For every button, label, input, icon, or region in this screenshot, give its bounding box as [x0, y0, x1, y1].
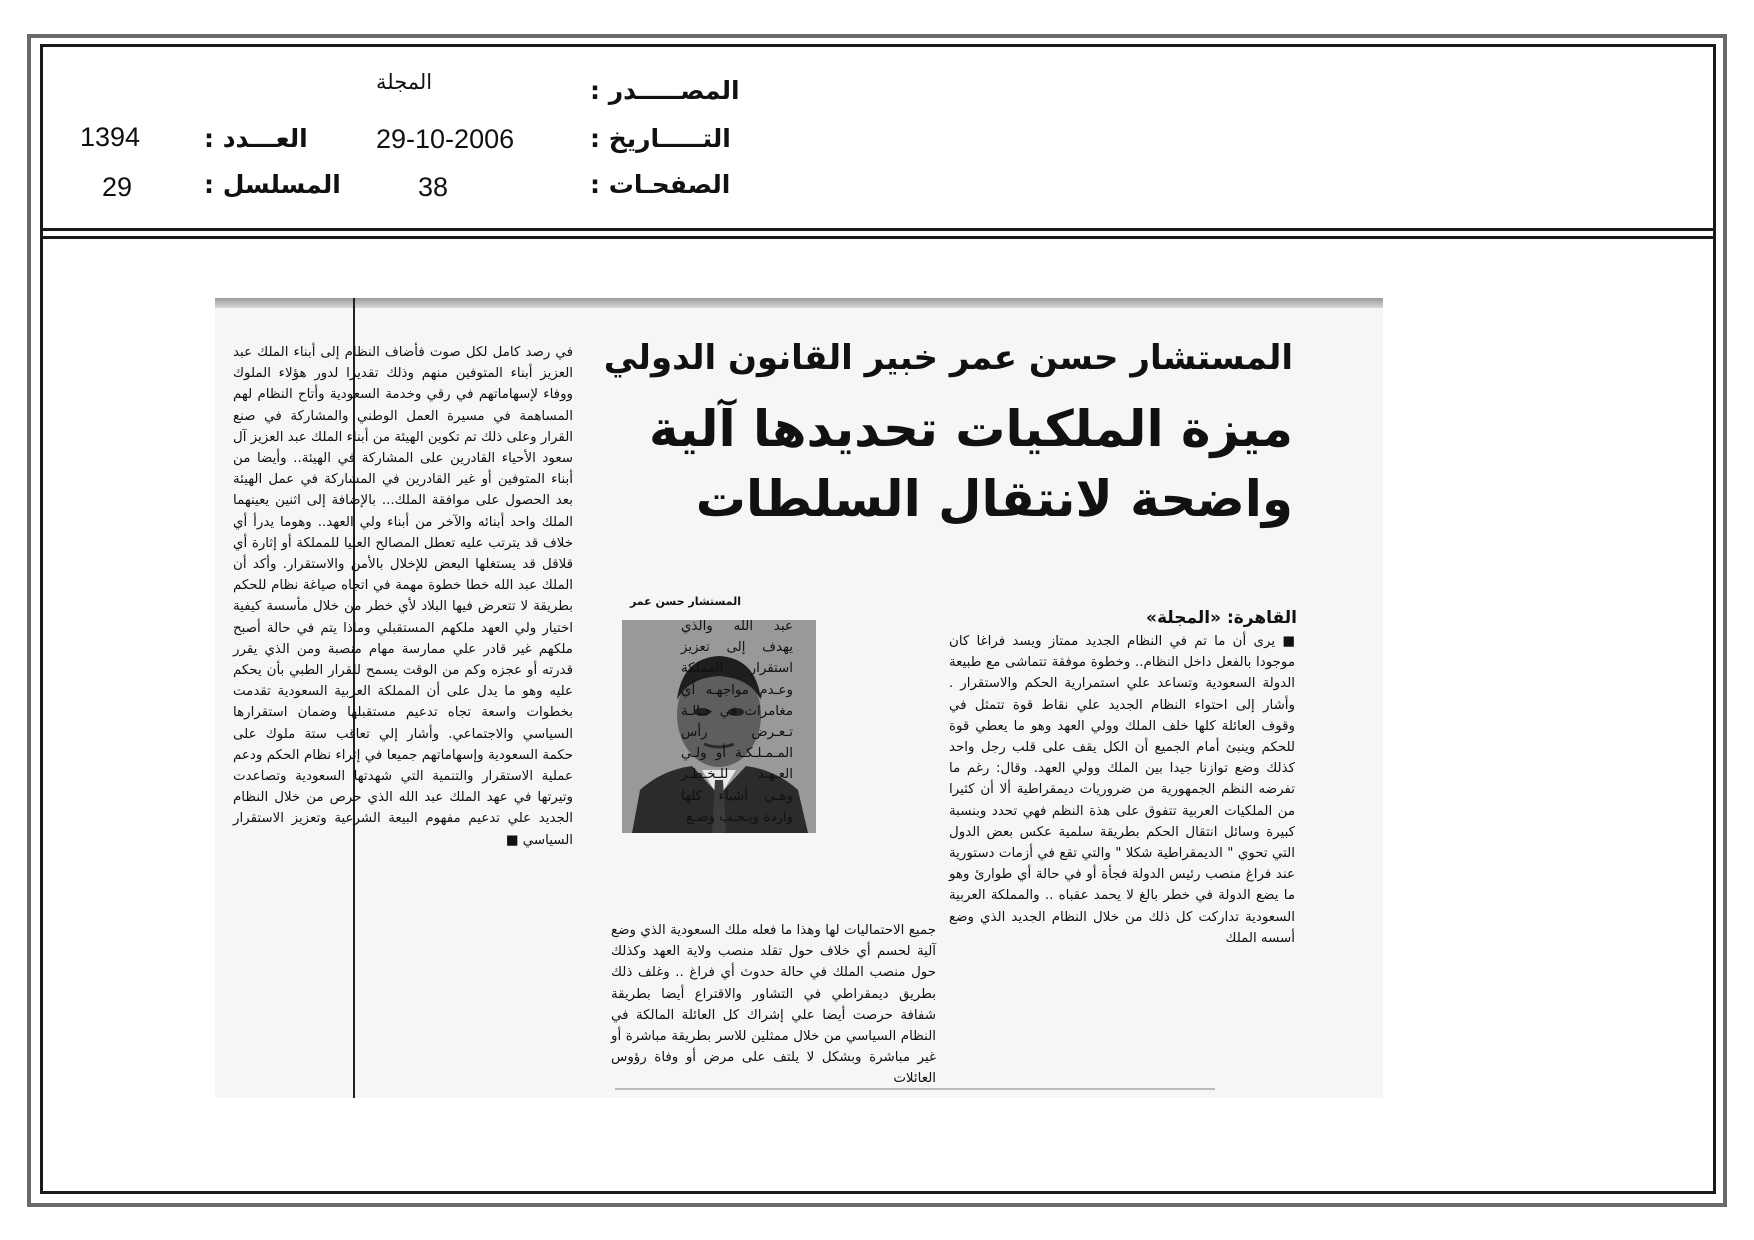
serial-value: 29 — [102, 172, 133, 202]
headline-line-3: واضحة لانتقال السلطات — [695, 470, 1293, 528]
issue-value: 1394 — [80, 122, 141, 152]
photo-caption: المستشار حسن عمر — [629, 595, 741, 608]
header-separator-double — [40, 236, 1716, 239]
newspaper-clipping — [215, 298, 1383, 1098]
source-label: المصـــــدر : — [590, 76, 740, 105]
issue-label: العـــدد : — [204, 124, 308, 153]
headline-line-2: ميزة الملكيات تحديدها آلية — [649, 400, 1293, 458]
bottom-rule — [615, 1088, 1215, 1090]
article-column-narrow: عبد الله والذي يهدف إلى تعزيز استقرار المملكة وعـدم مواجهـه أي مغامرات في حـالـة تـعـرض رأس المـمـلـكـة أو ولـي العـهـد للـخـطـر وهـي أشياء كلها واردة ويـجـب وضـع — [681, 619, 793, 825]
clipping-top-bar — [215, 298, 1383, 308]
serial-label: المسلسل : — [204, 170, 341, 199]
pages-label: الصفحـات : — [590, 170, 731, 199]
pages-value: 38 — [418, 172, 449, 202]
source-value: المجلة — [376, 70, 433, 94]
date-value: 29-10-2006 — [376, 124, 515, 154]
date-label: التـــــاريخ : — [590, 124, 731, 153]
article-column-right: ■ يرى أن ما تم في النظام الجديد ممتاز ويسد فراغا كان موجودا بالفعل داخل النظام.. وخطوة موفقة تتماشى مع طبيعة الدولة السعودية وتساعد علي استمرارية الحكم والاستقرار . وأشار إلى احتواء النظام الجديد علي نقاط قوة تتمثل في وقوف العائلة كلها خلف الملك وولي العهد وهو ما يعطي قوة للحكم وينبئ أمام الجميع أن الكل يقف على قلب رجل واحد كذلك وضع توازنا جيدا بين الملك وولي العهد. وقال: رغم ما تفرضه النظم الجمهورية من ضروريات ديمقراطية ألا أن كثيرا من الملكيات العربية تتفوق على هذة النظم فهي تحدد وبنسبة كبيرة وسائل انتقال الحكم بطريقة سلمية عكس بعض الدول التي تحوي " الديمقراطية شكلا " والتي تقع في أزمات دستورية عند فراغ منصب رئيس الدولة فجأة أو في حالة أي طوارئ وهو ما يضع الدولة في خطر بالغ لا يحمد عقباه .. والمملكة العربية السعودية تداركت كل ذلك من خلال النظام الجديد الذي وضع أسسه الملك — [949, 634, 1295, 946]
headline-line-1: المستشار حسن عمر خبير القانون الدولي — [603, 338, 1293, 378]
article-column-left: في رصد كامل لكل صوت فأضاف النظام إلى أبناء الملك عبد العزيز أبناء المتوفين منهم وذلك تقديرا لدور هؤلاء الملوك ووفاء لإسهاماتهم في رقي وخدمة السعودية وأتاح النظام لهم المساهمة في مسيرة العمل الوطني والمشاركة في صنع القرار وعلى ذلك تم تكوين الهيئة من أبناء الملك عبد العزيز آل سعود الأحياء القادرين على المشاركة في الهيئة.. وأيضا من أبناء المتوفين أو غير القادرين في المشاركة في عمل الهيئة بعد الحصول على موافقة الملك... بالإضافة إلى اثنين يعينهما الملك واحد أبنائه والآخر من أبناء ولي العهد.. وهوما يدرأ أي خلاف قد يترتب عليه تعطل المصالح العليا للمملكة أو إثارة أي قلاقل قد يستغلها البعض للإخلال بالأمن والاستقرار. وأكد أن الملك عبد الله خطا خطوة مهمة في اتجاه صياغة نظام للحكم بطريقة لا تتعرض فيها البلاد لأي خطر من خلال مأسسة كيفية اختيار ولي العهد ملكهم المستقبلي وماذا يتم في حالة أصبح ملكهم غير قادر علي ممارسة مهام منصبة ومن الذي يقرر قدرته أو عجزه وكم من الوقت يسمح للقرار الطبي بأن يحكم عليه وهو ما يدل على أن المملكة العربية السعودية تقدمت بخطوات واسعة تجاه تدعيم مستقبلها وضمان استقرارها السياسي والاجتماعي. وأشار إلي تعاقب ستة ملوك على حكمة السعودية وإسهاماتهم جميعا في إثراء نظام الحكم ودعم عملية الاستقرار والتنمية التي شهدتها السعودية وتصاعدت وتيرتها في عهد الملك عبد الله الذي حرص من خلال النظام الجديد علي تدعيم مفهوم البيعة الشرعية وتعزيز الاستقرار السياسي ■ — [233, 345, 573, 848]
article-column-middle: جميع الاحتماليات لها وهذا ما فعله ملك السعودية الذي وضع آلية لحسم أي خلاف حول تقلد منصب ولاية العهد وكذلك حول منصب الملك في حالة حدوث أي فراغ .. وغلف ذلك بطريق ديمقراطي في التشاور والاقتراع أيضا بطريقة شفافة حرصت أيضا علي إشراك كل العائلة المالكة في النظام السياسي من خلال ممثلين للاسر بطريقة مباشرة أو غير مباشرة وبشكل لا يلتف على مرض أو وفاة رؤوس العائلات — [611, 923, 936, 1087]
dateline: القاهرة: «المجلة» — [1145, 608, 1297, 628]
header-separator — [40, 228, 1716, 231]
